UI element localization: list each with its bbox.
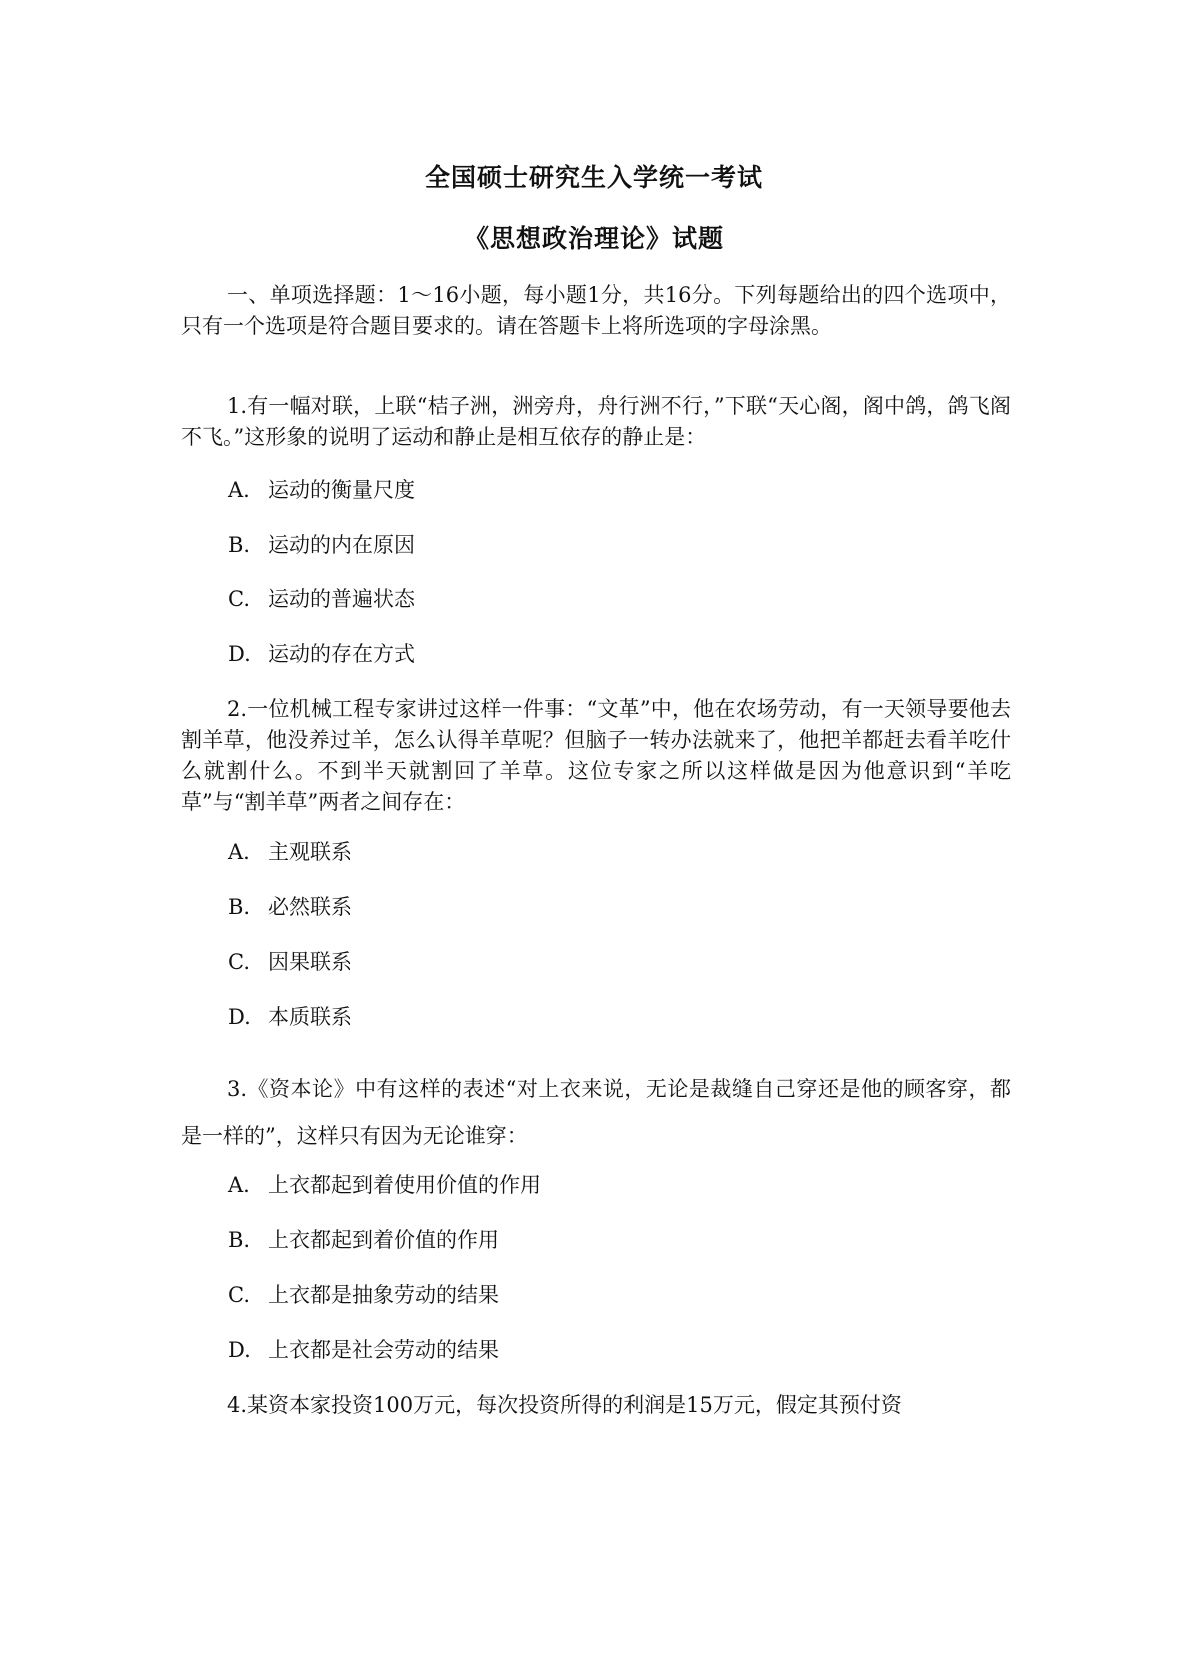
question-4-stem: 4.某资本家投资100万元，每次投资所得的利润是15万元，假定其预付资 — [227, 1393, 902, 1417]
option-letter: B. — [228, 1228, 251, 1252]
option-letter: C. — [228, 950, 250, 974]
question-1-option-d — [228, 639, 415, 670]
option-letter: C. — [228, 1283, 250, 1307]
question-2-stem: 2.一位机械工程专家讲过这样一件事：“文革”中，他在农场劳动，有一天领导要他去割羊草，他没养过羊，怎么认得羊草呢？但脑子一转办法就来了，他把羊都赶去看羊吃什么就割什么。不到半天就割回了羊草。这位专家之所以这样做是因为他意识到“羊吃草”与“割羊草”两者之间存在： — [181, 697, 1011, 814]
question-1-option-c — [228, 584, 415, 615]
option-text: 运动的普遍状态 — [268, 587, 415, 611]
question-3-option-c — [228, 1280, 499, 1311]
option-text: 必然联系 — [268, 895, 352, 919]
option-letter: D. — [228, 1338, 251, 1362]
question-2-option-a — [228, 837, 352, 868]
option-text: 上衣都是抽象劳动的结果 — [268, 1283, 499, 1307]
question-3-option-a — [228, 1170, 541, 1201]
option-letter: A. — [228, 1173, 250, 1197]
option-text: 运动的存在方式 — [268, 642, 415, 666]
option-letter: A. — [228, 840, 250, 864]
option-letter: C. — [228, 587, 250, 611]
option-text: 主观联系 — [268, 840, 352, 864]
section-instructions: 一、单项选择题：1～16小题，每小题1分，共16分。下列每题给出的四个选项中，只有一个选项是符合题目要求的。请在答题卡上将所选项的字母涂黑。 — [181, 283, 1011, 338]
question-2-option-c — [228, 947, 352, 978]
option-text: 本质联系 — [268, 1005, 352, 1029]
option-letter: B. — [228, 895, 251, 919]
option-letter: A. — [228, 478, 250, 502]
option-text: 运动的衡量尺度 — [268, 478, 415, 502]
option-letter: D. — [228, 1005, 251, 1029]
question-3-option-b — [228, 1225, 499, 1256]
option-text: 因果联系 — [268, 950, 352, 974]
question-2-option-b — [228, 892, 352, 923]
question-1-stem: 1.有一幅对联，上联“桔子洲，洲旁舟，舟行洲不行，”下联“天心阁，阁中鸽，鸽飞阁不飞。”这形象的说明了运动和静止是相互依存的静止是： — [181, 394, 1011, 449]
option-text: 上衣都起到着价值的作用 — [268, 1228, 499, 1252]
option-text: 上衣都是社会劳动的结果 — [268, 1338, 499, 1362]
option-text: 运动的内在原因 — [268, 533, 415, 557]
exam-subject-title: 《思想政治理论》试题 — [463, 224, 724, 253]
option-letter: B. — [228, 533, 251, 557]
question-3-stem: 3.《资本论》中有这样的表述“对上衣来说，无论是裁缝自己穿还是他的顾客穿，都是一样的”，这样只有因为无论谁穿： — [181, 1077, 1011, 1148]
exam-title: 全国硕士研究生入学统一考试 — [424, 163, 763, 192]
option-text: 上衣都起到着使用价值的作用 — [268, 1173, 541, 1197]
question-2-option-d — [228, 1002, 352, 1033]
question-1-option-b — [228, 530, 415, 561]
question-3-option-d — [228, 1335, 499, 1366]
question-1-option-a — [228, 475, 415, 506]
option-letter: D. — [228, 642, 251, 666]
